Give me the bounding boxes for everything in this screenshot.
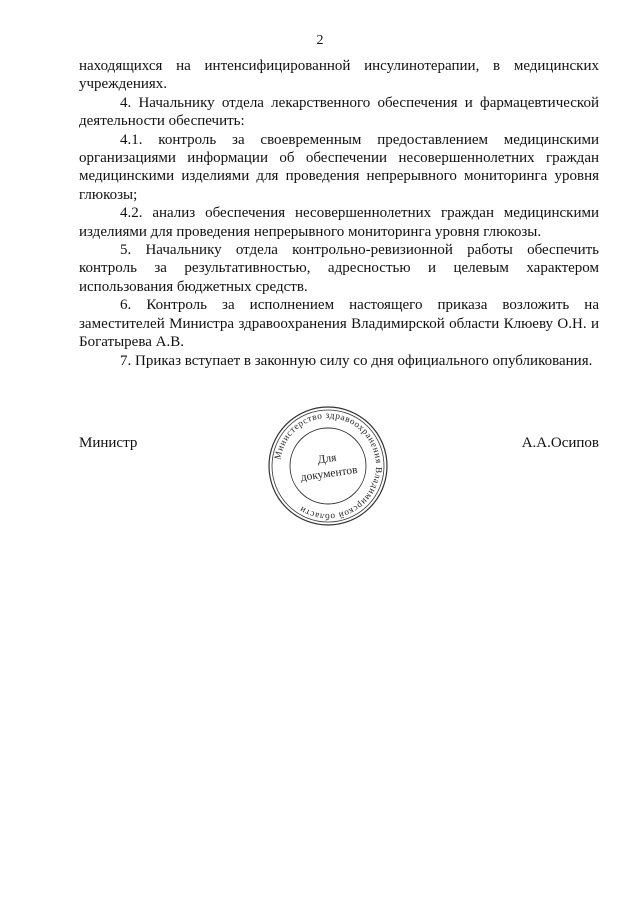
document-body xyxy=(79,57,599,370)
paragraph-item-4: 4. Начальнику отдела лекарственного обеспечения и фармацевтической деятельности обеспечить: xyxy=(79,94,599,130)
paragraph-item-4-2: 4.2. анализ обеспечения несовершеннолетних граждан медицинскими изделиями для проведения непрерывного мониторинга уровня глюкозы. xyxy=(79,205,599,240)
page-number: 2 xyxy=(316,33,324,48)
stamp-center-line-1: Для xyxy=(316,451,338,467)
paragraph-continuation: находящихся на интенсифицированной инсулинотерапии, в медицинских учреждениях. xyxy=(79,58,599,93)
paragraph-item-7: 7. Приказ вступает в законную силу со дня официального опубликования. xyxy=(120,352,593,369)
paragraph-item-6: 6. Контроль за исполнением настоящего приказа возложить на заместителей Министра здравоохранения Владимирской области Клюеву О.Н. и Богатырева А.В. xyxy=(79,297,599,351)
official-stamp xyxy=(266,404,390,528)
paragraph-item-4-1: 4.1. контроль за своевременным предоставлением медицинскими организациями информации об обеспечении несовершеннолетних граждан медицинскими изделиями для проведения непрерывного мониторинга уровня глюкозы; xyxy=(79,131,599,203)
signer-position: Министр xyxy=(79,435,138,451)
stamp-center-line-2: документов xyxy=(299,463,359,484)
paragraph-item-5: 5. Начальнику отдела контрольно-ревизионной работы обеспечить контроль за результативностью, адресностью и целевым характером использования бюджетных средств. xyxy=(79,242,599,295)
stamp-ring-text: Министерство здравоохранения Владимирской области xyxy=(272,409,385,523)
signer-name: А.А.Осипов xyxy=(521,435,599,451)
svg-text:Министерство здравоохранения В xyxy=(272,410,384,522)
